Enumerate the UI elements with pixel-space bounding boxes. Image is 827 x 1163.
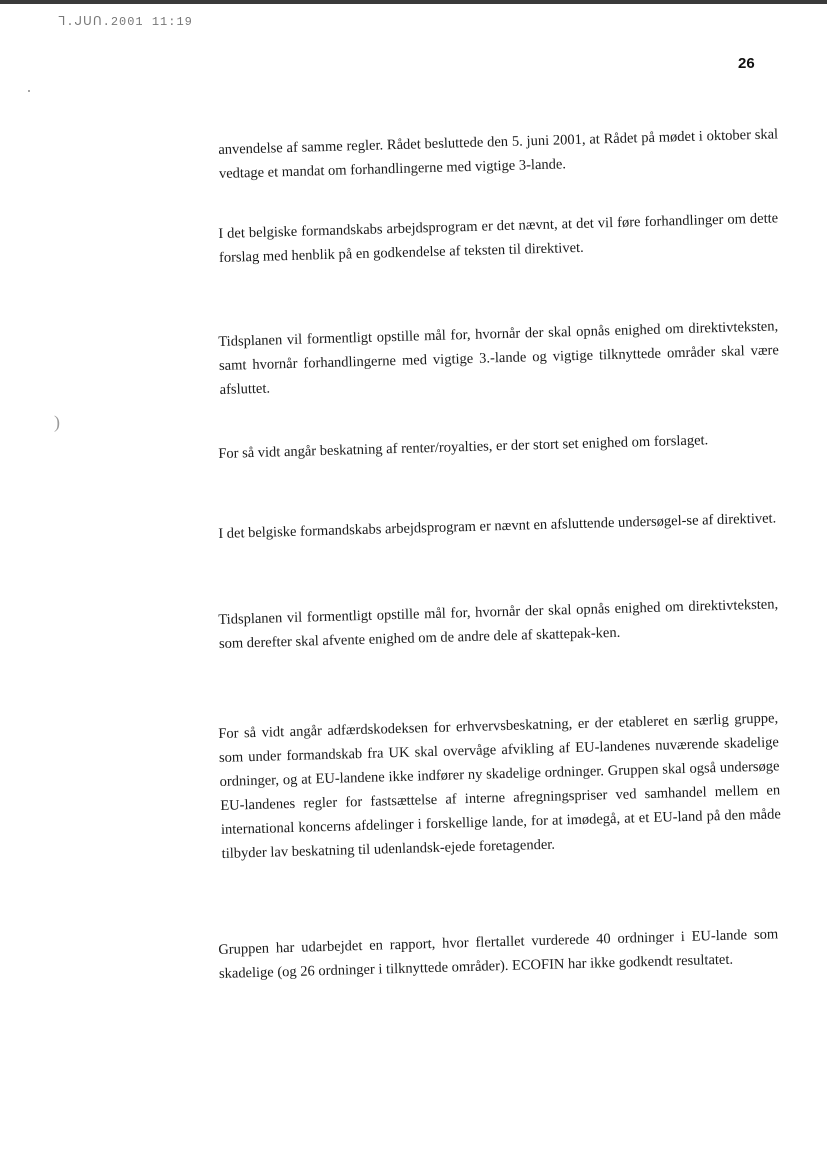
- paragraph: anvendelse af samme regler. Rådet besluttede den 5. juni 2001, at Rådet på mødet i oktober skal vedtage et mandat om forhandlingerne med vigtige 3-lande.: [218, 126, 779, 182]
- paragraph: Gruppen har udarbejdet en rapport, hvor flertallet vurderede 40 ordninger i EU-lande som skadelige (og 26 ordninger i tilknyttede områder). ECOFIN har ikke godkendt resultatet.: [218, 926, 779, 982]
- paragraph: I det belgiske formandskabs arbejdsprogram er det nævnt, at det vil føre forhandlinger om dette forslag med henblik på en godkendelse af teksten til direktivet.: [218, 210, 779, 266]
- paragraph: Tidsplanen vil formentligt opstille mål for, hvornår der skal opnås enighed om direktivteksten, som derefter skal afvente enighed om de andre dele af skattepak-ken.: [218, 596, 779, 652]
- paragraph: For så vidt angår adfærdskodeksen for erhvervsbeskatning, er der etableret en særlig gruppe, som under formandskab fra UK skal overvåge afvikling af EU-landenes nuværende skadelige ordninger, og at EU-landene ikke indfører ny skadelige ordninger. Gruppen skal også undersøge EU-landenes regler for fastsættelse af interne afregningspriser ved samhandel mellem en international koncerns afdelinger i forskellige lande, for at imødegå, at et EU-land på den måde tilbyder lav beskatning til udenlandsk-ejede foretagender.: [218, 710, 782, 862]
- fax-timestamp: ᒣ.ᒍᑌᑎ.2001 11:19: [58, 15, 193, 29]
- page-number: 26: [738, 55, 755, 72]
- paragraph: I det belgiske formandskabs arbejdsprogram er nævnt en afsluttende undersøgel-se af direktivet.: [218, 510, 777, 542]
- paragraph: For så vidt angår beskatning af renter/royalties, er der stort set enighed om forslaget.: [218, 432, 709, 462]
- scan-top-border: [0, 0, 827, 4]
- scan-bracket-mark: ): [54, 412, 60, 432]
- scan-speck: [28, 90, 30, 92]
- paragraph: Tidsplanen vil formentligt opstille mål for, hvornår der skal opnås enighed om direktivteksten, samt hvornår forhandlingerne med vigtige 3.-lande og vigtige tilknyttede områder skal være afsluttet.: [218, 318, 780, 398]
